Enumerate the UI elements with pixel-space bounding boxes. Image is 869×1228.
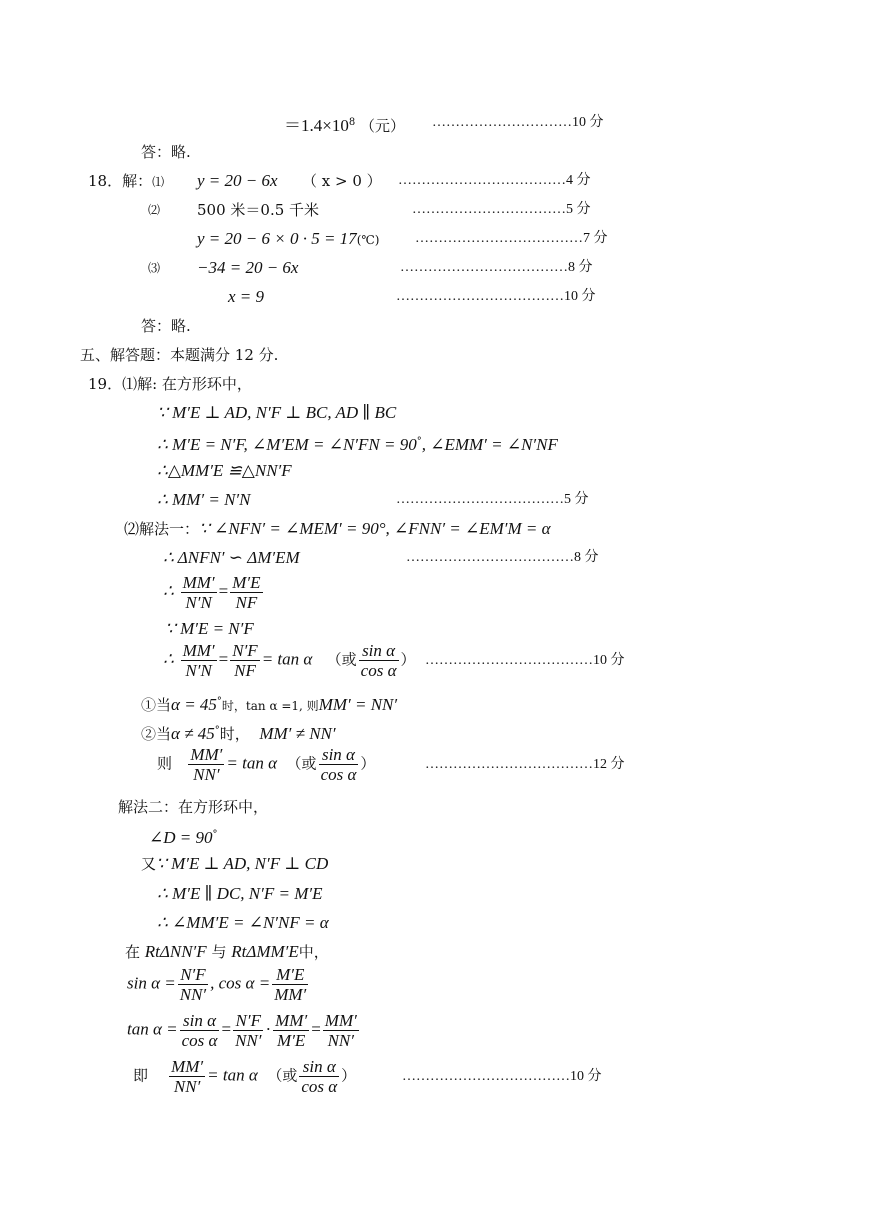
score-dots: ………………………………10 分 [425,653,625,668]
fraction [272,965,308,1004]
proof-line [157,432,558,455]
result-expression: ＝1.4×10 [284,116,349,135]
fraction [181,641,217,680]
therefore-symbol: ∴ [163,649,174,669]
alt-label: （或 [326,650,357,669]
case-two [141,721,336,744]
proof-line: ∴ M′E ∥ DC, N′F = M′E [157,884,323,903]
numerator: MM′ [182,641,215,660]
proof-math: ∠D = 90 [149,828,213,847]
fraction [233,1011,263,1050]
fraction [188,745,224,784]
numerator: M′E [232,573,261,592]
proof-math: ∴ M′E = N′F, ∠M′EM = ∠N′FN = 90 [157,435,417,454]
numerator: M′E [272,965,308,985]
denominator: cos α [181,1031,218,1050]
alt-label: （或 [267,1066,298,1085]
triangle-one: RtΔNN′F [144,942,207,961]
fraction [273,1011,309,1050]
numerator: MM′ [324,1011,357,1030]
therefore-symbol: ∴ [163,581,174,601]
numerator: sin α [299,1057,339,1077]
tan-derivation: tan α = $\frac{\text{sin α}}{\text{cos α}}$ = $\frac{N'F}{NN'}$ · $\frac{MM'}{M'E}$ = $\frac{MM'}{NN'}$ [127,1011,357,1050]
conclusion-line [157,745,375,784]
unit-label: (℃) [356,233,380,247]
also-label: 又 [141,855,157,873]
method-two-heading: 解法二：在方形环中， [118,798,269,816]
denominator: NN′ [173,1077,201,1096]
equation: y = 20 − 6 × 0 · 5 = 17 [197,229,357,248]
conversion-text: 500 米＝0.5 千米 [197,201,320,219]
denominator: N′N [185,661,212,680]
proof-line: ∴ ∠MM′E = ∠N′NF = α [157,913,329,932]
case-label: ①当 [141,696,172,714]
close-paren: ） [360,754,376,773]
middle-label: 中， [298,943,329,961]
equation: −34 = 20 − 6x [197,258,299,277]
method-one-line [124,519,551,539]
method-label: ⑵解法一： [124,520,200,538]
proof-line: ∵ M′E ⊥ AD, N′F ⊥ BC, AD ∥ BC [157,403,397,422]
in-label: 在 [125,943,141,961]
question-18-part1 [88,171,164,192]
part-marker: ⑵ [148,203,161,217]
case-result: MM′ = NN′ [318,695,398,714]
denominator: cos α [360,661,397,680]
equation-line [197,229,379,250]
case-label: ②当 [141,725,172,743]
tan-expression: = tan α [226,753,277,773]
sin-expression: sin α = [127,973,176,993]
close-paren: ） [400,650,416,669]
fraction [230,641,259,680]
score-dots: ………………………………7 分 [415,231,608,246]
denominator: NF [235,593,258,612]
section-heading: 五、解答题：本题满分 12 分. [80,346,279,364]
degree-sign: ° [216,696,222,707]
proof-line: ∴△MM′E ≌△NN′F [157,461,292,480]
fraction [359,641,399,680]
fraction [323,1011,359,1050]
equation-line [284,113,405,136]
denominator: NN′ [179,985,207,1004]
fraction [319,745,359,784]
case-math: α ≠ 45 [171,724,215,743]
numerator: sin α [319,745,359,765]
fraction [169,1057,205,1096]
fraction [181,573,217,612]
case-mid-text: 时，tan α =1, 则 [221,699,319,713]
equation: y = 20 − 6x [197,171,278,190]
close-paren: ） [341,1066,357,1085]
final-line [133,1057,356,1096]
numerator: MM′ [182,573,215,592]
part-marker: ⑶ [148,261,161,275]
score-dots: ………………………………4 分 [398,173,591,188]
question-number: 18．解： [88,172,153,190]
fraction [230,573,262,612]
numerator: N′F [233,1011,263,1031]
unit-label: （元） [360,117,406,135]
numerator: N′F [232,641,258,660]
proof-math: ∵ ∠NFN′ = ∠MEM′ = 90°, ∠FNN′ = ∠EM′M = α [199,519,551,538]
denominator: MM′ [274,985,307,1004]
numerator: sin α [359,641,399,661]
tan-expression: = tan α [207,1065,258,1085]
numerator: MM′ [171,1057,204,1076]
tan-expression: tan α = [127,1019,178,1039]
exponent: 8 [348,117,356,128]
score-dots: …………………………10 分 [432,115,604,130]
triangle-two: RtΔMM′E [231,942,299,961]
tan-line: ∴ $\frac{MM'}{N'N}$ = $\frac{N'F}{NF}$ = tan α （或 $\frac{\text{sin α}}{\text{cos α}}$ ） [163,641,416,680]
denominator: cos α [320,765,357,784]
proof-line [141,854,328,874]
score-dots: ………………………………8 分 [400,260,593,275]
numerator: N′F [178,965,208,985]
proof-line: ∴ MM′ = N′N [157,490,251,509]
proof-line: ∵ M′E = N′F [165,619,254,638]
then-label: 则 [157,754,173,773]
question-19-intro: 19．⑴解: 在方形环中， [88,375,252,393]
answer-line: 答：略. [141,143,191,161]
and-label: 与 [211,943,227,961]
case-result: MM′ ≠ NN′ [259,724,336,743]
proof-math-2: , ∠EMM′ = ∠N′NF [421,435,558,454]
score-dots: ………………………………5 分 [396,492,589,507]
condition: （ x > 0 ） [302,172,382,190]
numerator: MM′ [275,1011,308,1030]
namely-label: 即 [133,1066,149,1085]
numerator: sin α [180,1011,220,1031]
case-mid-text: 时， [219,725,250,743]
fraction [178,965,208,1004]
degree-sign: ° [212,829,218,840]
degree-sign: ° [214,725,220,736]
fraction [180,1011,220,1050]
score-dots: ………………………………10 分 [396,289,596,304]
triangle-line [125,942,329,962]
score-dots: ………………………………8 分 [406,550,599,565]
sin-cos-line [127,965,310,1004]
similar-triangles: ∴ ΔNFN′ ∽ ΔM′EM [163,548,300,567]
tan-expression: = tan α [261,649,313,669]
denominator: NN′ [327,1031,354,1050]
denominator: NN′ [235,1031,262,1050]
score-dots: ………………………………10 分 [402,1069,602,1084]
answer-line: 答：略. [141,317,191,335]
cos-expression: , cos α = [210,973,271,993]
equation: x = 9 [228,287,265,306]
denominator: NN′ [193,765,220,784]
case-one [141,692,397,716]
denominator: cos α [301,1077,338,1096]
numerator: MM′ [190,745,223,764]
degree-sign: ° [416,436,422,447]
denominator: N′N [185,593,212,612]
proof-math: ∵ M′E ⊥ AD, N′F ⊥ CD [156,854,329,873]
denominator: NF [234,661,256,680]
fraction [299,1057,339,1096]
case-math: α = 45 [171,695,217,714]
angle-d-line [149,825,218,848]
part-marker: ⑴ [152,175,165,189]
alt-label: （或 [286,754,317,773]
score-dots: ………………………………12 分 [425,757,625,772]
denominator: M′E [277,1031,306,1050]
score-dots: ……………………………5 分 [412,202,591,217]
ratio-line: ∴ $\frac{MM'}{N'N}$ = $\frac{M'E}{NF}$ [163,573,261,612]
